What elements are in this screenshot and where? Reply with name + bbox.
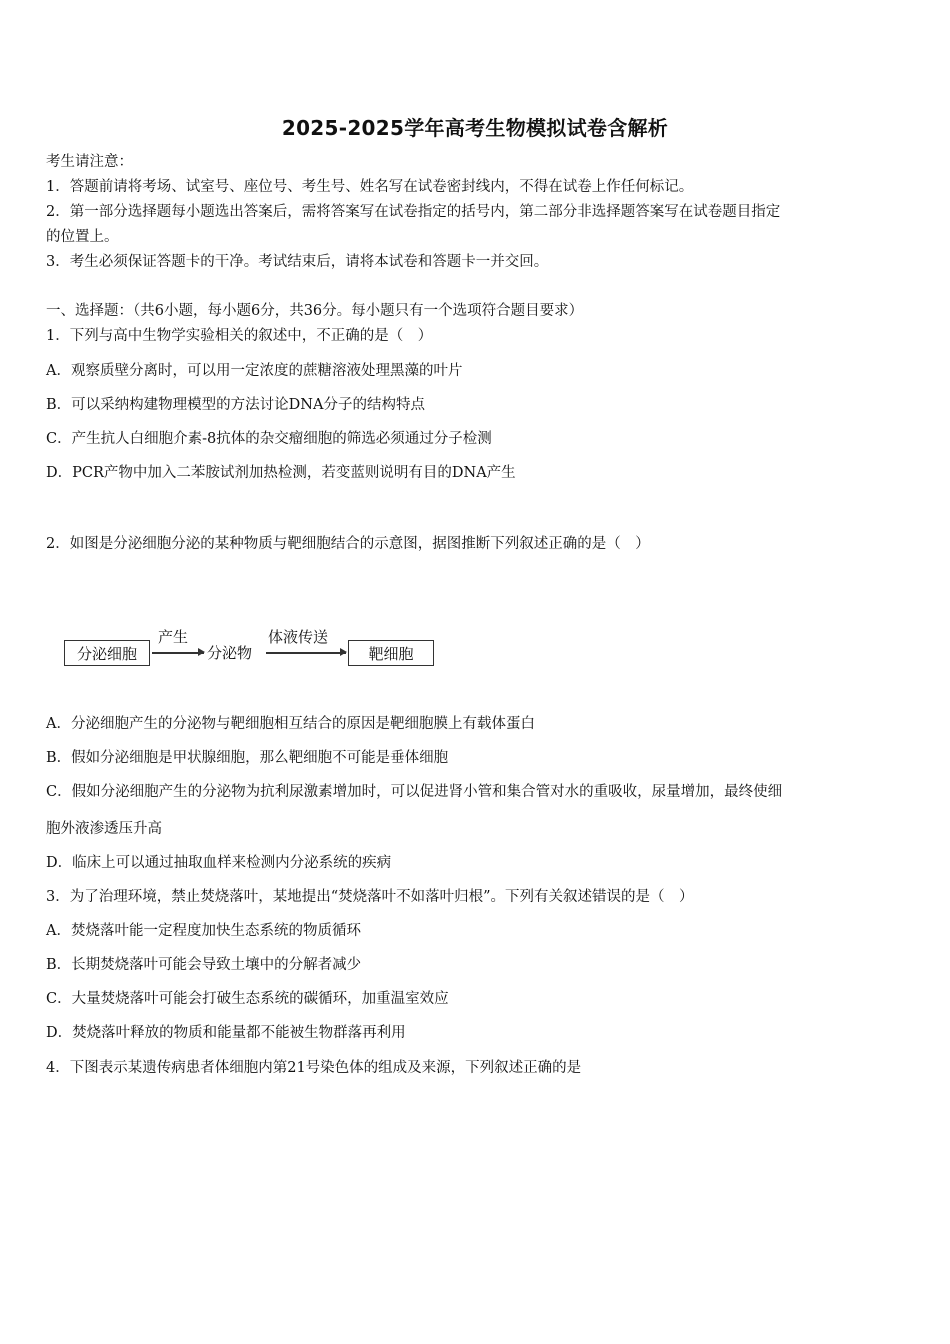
question-1-option-a: A．观察质壁分离时，可以用一定浓度的蔗糖溶液处理黑藻的叶片 bbox=[46, 363, 463, 379]
diagram-secretion: 分泌物 bbox=[207, 644, 253, 662]
question-2-option-d: D．临床上可以通过抽取血样来检测内分泌系统的疾病 bbox=[46, 855, 392, 871]
question-3-stem: 3．为了治理环境，禁止焚烧落叶，某地提出“焚烧落叶不如落叶归根”。下列有关叙述错误的是（ ） bbox=[46, 889, 694, 905]
notice-item-1: 1．答题前请将考场、试室号、座位号、考生号、姓名写在试卷密封线内，不得在试卷上作任何标记。 bbox=[46, 179, 694, 195]
diagram-arrow2 bbox=[266, 652, 346, 654]
question-2-option-b: B．假如分泌细胞是甲状腺细胞，那么靶细胞不可能是垂体细胞 bbox=[46, 750, 449, 766]
diagram-box-target-cell: 靶细胞 bbox=[348, 640, 434, 666]
notice-item-3: 3．考生必须保证答题卡的干净。考试结束后，请将本试卷和答题卡一并交回。 bbox=[46, 254, 549, 270]
question-3-option-b: B．长期焚烧落叶可能会导致土壤中的分解者减少 bbox=[46, 957, 362, 973]
diagram-arrow1-label: 产生 bbox=[158, 628, 189, 646]
notice-item-2-cont: 的位置上。 bbox=[46, 229, 119, 245]
page-title: 2025-2025学年高考生物模拟试卷含解析 bbox=[281, 116, 669, 140]
question-2-option-a: A．分泌细胞产生的分泌物与靶细胞相互结合的原因是靶细胞膜上有载体蛋白 bbox=[46, 716, 535, 732]
question-1-option-d: D．PCR产物中加入二苯胺试剂加热检测，若变蓝则说明有目的DNA产生 bbox=[46, 465, 516, 481]
diagram-box-secretory-cell: 分泌细胞 bbox=[64, 640, 150, 666]
question-1-option-b: B．可以采纳构建物理模型的方法讨论DNA分子的结构特点 bbox=[46, 397, 425, 413]
notice-item-2: 2．第一部分选择题每小题选出答案后，需将答案写在试卷指定的括号内，第二部分非选择题答案写在试卷题目指定 bbox=[46, 204, 781, 220]
question-2-option-c-cont: 胞外液渗透压升高 bbox=[46, 821, 162, 837]
diagram-arrow1 bbox=[152, 652, 204, 654]
question-2-option-c: C．假如分泌细胞产生的分泌物为抗利尿激素增加时，可以促进肾小管和集合管对水的重吸收，尿量增加，最终使细 bbox=[46, 784, 783, 800]
notice-heading: 考生请注意： bbox=[46, 154, 133, 170]
question-3-option-c: C．大量焚烧落叶可能会打破生态系统的碳循环，加重温室效应 bbox=[46, 991, 449, 1007]
secretion-diagram bbox=[64, 626, 444, 674]
question-2-stem: 2．如图是分泌细胞分泌的某种物质与靶细胞结合的示意图，据图推断下列叙述正确的是（ ） bbox=[46, 536, 650, 552]
question-3-option-a: A．焚烧落叶能一定程度加快生态系统的物质循环 bbox=[46, 923, 361, 939]
question-4-stem: 4．下图表示某遗传病患者体细胞内第21号染色体的组成及来源，下列叙述正确的是 bbox=[46, 1060, 582, 1076]
question-1-option-c: C．产生抗人白细胞介素-8抗体的杂交瘤细胞的筛选必须通过分子检测 bbox=[46, 431, 492, 447]
section-heading: 一、选择题：（共6小题，每小题6分，共36分。每小题只有一个选项符合题目要求） bbox=[46, 303, 584, 319]
question-3-option-d: D．焚烧落叶释放的物质和能量都不能被生物群落再利用 bbox=[46, 1025, 406, 1041]
diagram-arrow2-label: 体液传送 bbox=[268, 628, 329, 646]
question-1-stem: 1．下列与高中生物学实验相关的叙述中，不正确的是（ ） bbox=[46, 328, 433, 344]
